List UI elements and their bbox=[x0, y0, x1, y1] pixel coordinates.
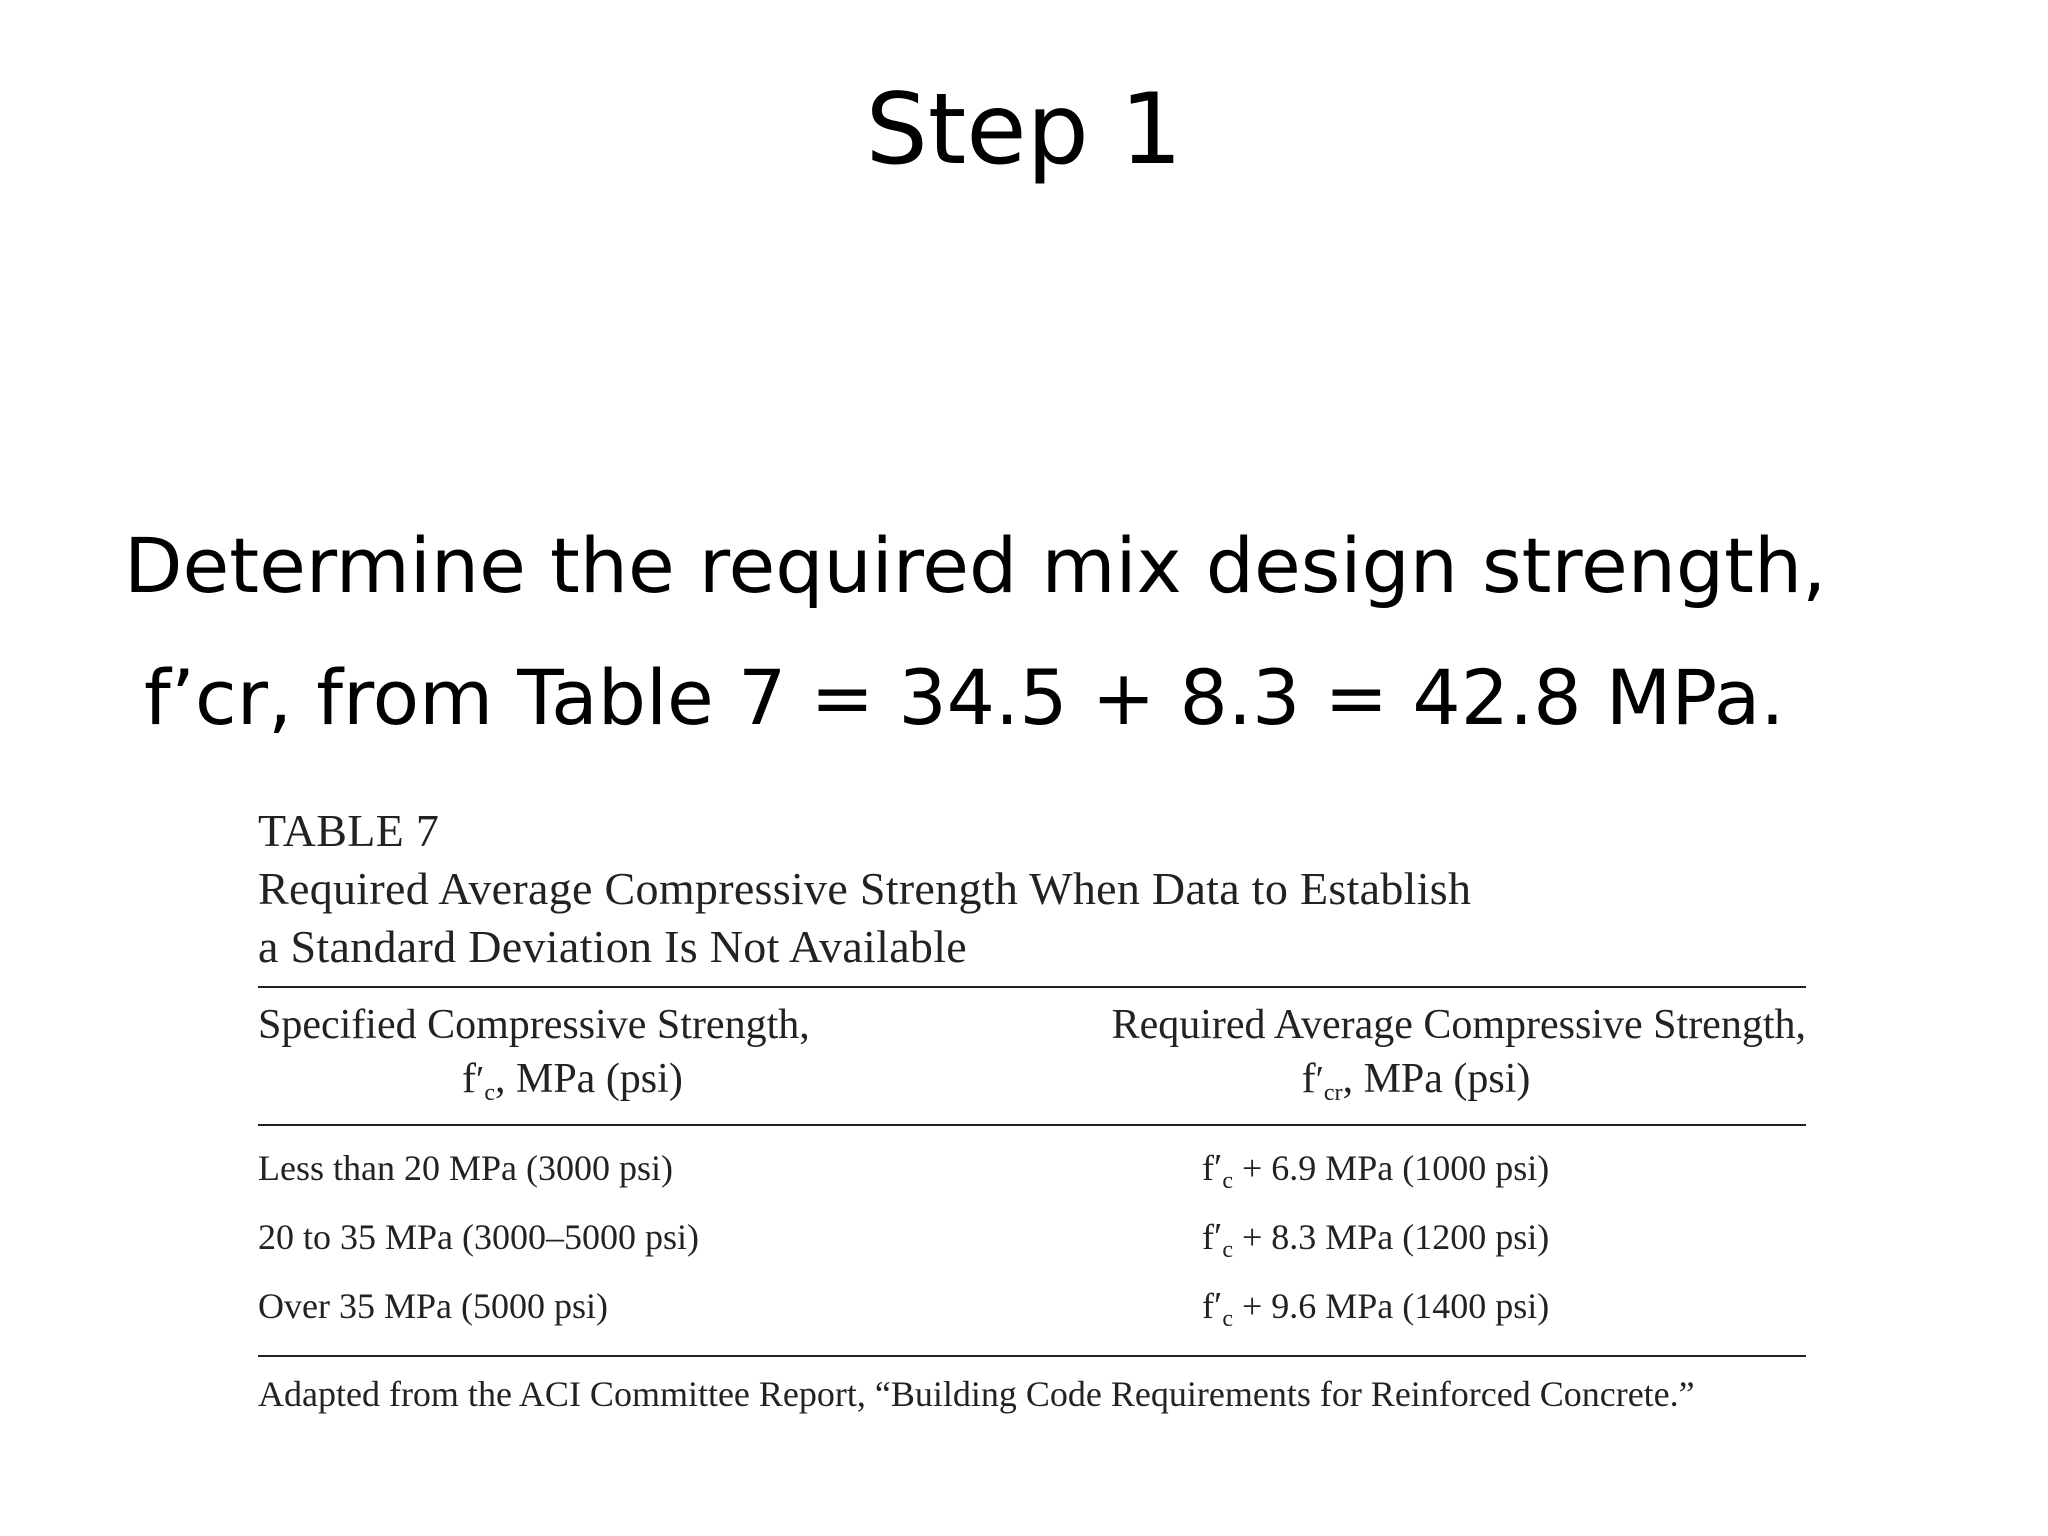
column-header-specified bbox=[258, 998, 948, 1120]
column-header-required-title: Required Average Compressive Strength, bbox=[1111, 1002, 1806, 1048]
slide-body bbox=[124, 500, 1984, 764]
slide-title: Step 1 bbox=[865, 73, 1183, 187]
fc-subscript: c bbox=[1222, 1168, 1233, 1194]
table-heading-line-2: a Standard Deviation Is Not Available bbox=[258, 921, 968, 972]
required-value: + 9.6 MPa (1400 psi) bbox=[1232, 1286, 1550, 1326]
prime-mark: ′ bbox=[1214, 1147, 1223, 1189]
prime-mark: ′ bbox=[1214, 1216, 1223, 1258]
fc-symbol: f bbox=[1202, 1217, 1214, 1257]
table-row bbox=[258, 1140, 1806, 1209]
table-heading-line-1: Required Average Compressive Strength When Data to Establish bbox=[258, 863, 1472, 914]
unit-text: , MPa (psi) bbox=[494, 1056, 683, 1102]
fc-symbol: f bbox=[462, 1056, 476, 1102]
table-caption bbox=[258, 802, 1806, 976]
body-line-2: f’cr, from Table 7 = 34.5 + 8.3 = 42.8 MPa. bbox=[144, 653, 1785, 742]
specified-strength-cell: Less than 20 MPa (3000 psi) bbox=[258, 1148, 673, 1188]
table-number: TABLE 7 bbox=[258, 805, 440, 856]
fcr-symbol: f bbox=[1301, 1056, 1316, 1102]
column-header-required-unit bbox=[966, 1052, 1806, 1120]
specified-strength-cell: Over 35 MPa (5000 psi) bbox=[258, 1286, 608, 1326]
required-strength-cell bbox=[1202, 1140, 1806, 1209]
required-strength-cell bbox=[1202, 1209, 1806, 1278]
required-value: + 8.3 MPa (1200 psi) bbox=[1232, 1217, 1550, 1257]
required-strength-cell bbox=[1202, 1278, 1806, 1347]
body-line-1: Determine the required mix design strength, bbox=[124, 521, 1827, 610]
prime-mark: ′ bbox=[1214, 1285, 1223, 1327]
required-value: + 6.9 MPa (1000 psi) bbox=[1232, 1148, 1550, 1188]
fcr-subscript: cr bbox=[1323, 1080, 1343, 1106]
prime-mark: ′ bbox=[1315, 1059, 1324, 1101]
table-body bbox=[258, 1126, 1806, 1355]
prime-mark: ′ bbox=[476, 1059, 485, 1101]
fc-symbol: f bbox=[1202, 1148, 1214, 1188]
table-7 bbox=[258, 802, 1806, 1419]
fc-symbol: f bbox=[1202, 1286, 1214, 1326]
table-row bbox=[258, 1209, 1806, 1278]
table-header-row bbox=[258, 988, 1806, 1124]
fc-subscript: c bbox=[1222, 1237, 1233, 1263]
column-header-specified-unit bbox=[258, 1052, 948, 1120]
column-header-specified-title: Specified Compressive Strength, bbox=[258, 1002, 810, 1048]
column-header-required bbox=[966, 998, 1806, 1120]
unit-text: , MPa (psi) bbox=[1342, 1056, 1531, 1102]
table-source-note: Adapted from the ACI Committee Report, “Building Code Requirements for Reinforced Concrete.” bbox=[258, 1374, 1695, 1414]
fc-subscript: c bbox=[484, 1080, 495, 1106]
specified-strength-cell: 20 to 35 MPa (3000–5000 psi) bbox=[258, 1217, 699, 1257]
table-row bbox=[258, 1278, 1806, 1347]
fc-subscript: c bbox=[1222, 1306, 1233, 1332]
